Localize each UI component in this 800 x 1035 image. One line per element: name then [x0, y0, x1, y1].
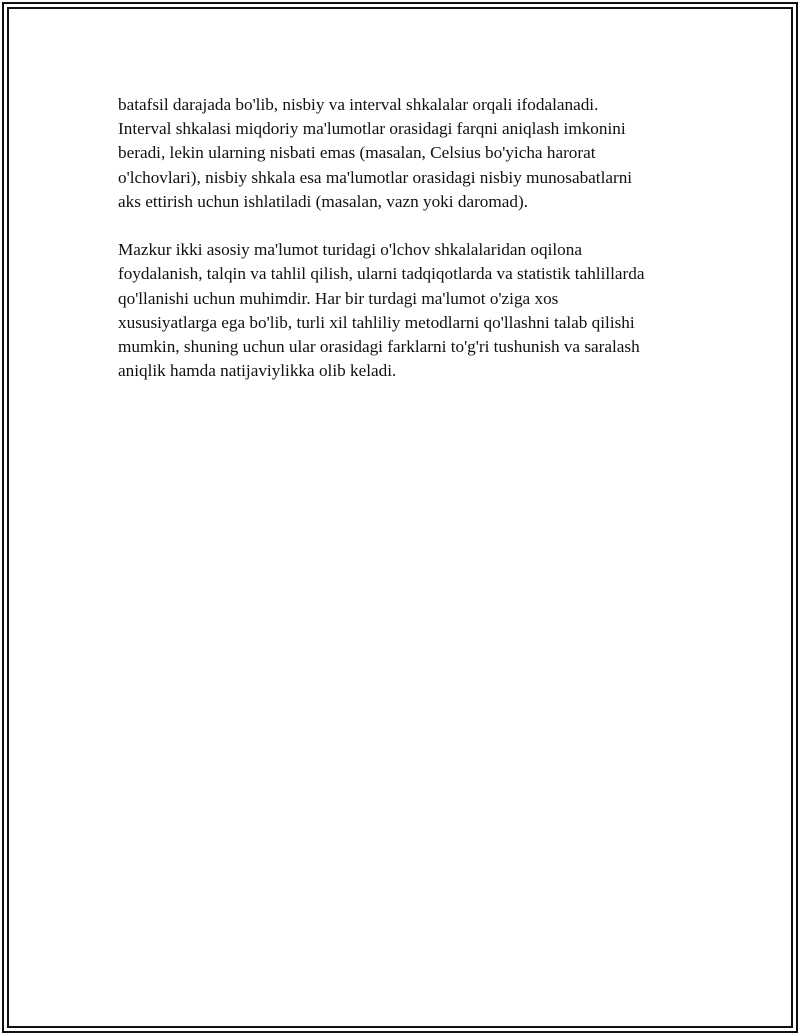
text-line: xususiyatlarga ega bo'lib, turli xil tahliliy metodlarni qo'llashni talab qilishi	[118, 312, 635, 332]
text-line: qo'llanishi uchun muhimdir. Har bir turdagi ma'lumot o'ziga xos	[118, 288, 559, 308]
text-line: beradi, lekin ularning nisbati emas (masalan, Celsius bo'yicha harorat	[118, 143, 596, 163]
text-line: batafsil darajada bo'lib, nisbiy va interval shkalalar orqali ifodalanadi.	[118, 95, 599, 114]
text-line: aniqlik hamda natijaviylikka olib keladi.	[118, 361, 397, 381]
text-line: aks ettirish uchun ishlatiladi (masalan, vazn yoki daromad).	[118, 191, 528, 211]
text-line: o'lchovlari), nisbiy shkala esa ma'lumotlar orasidagi nisbiy munosabatlarni	[118, 167, 633, 187]
text-line: foydalanish, talqin va tahlil qilish, ularni tadqiqotlarda va statistik tahlillarda	[118, 264, 645, 284]
paragraph-2	[118, 238, 698, 383]
text-line: Mazkur ikki asosiy ma'lumot turidagi o'lchov shkalalaridan oqilona	[118, 240, 582, 260]
document-body	[118, 93, 698, 408]
paragraph-1	[118, 93, 698, 214]
text-line: mumkin, shuning uchun ular orasidagi farklarni to'g'ri tushunish va saralash	[118, 337, 640, 357]
text-line: Interval shkalasi miqdoriy ma'lumotlar orasidagi farqni aniqlash imkonini	[118, 119, 626, 139]
